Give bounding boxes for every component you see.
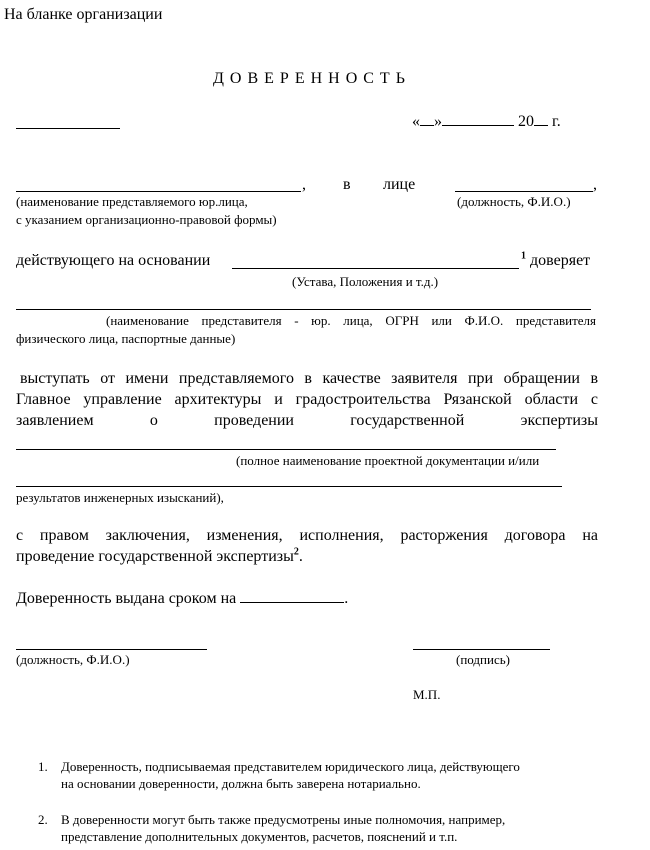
validity-row (16, 590, 348, 608)
validity-text: Доверенность выдана сроком на (16, 590, 237, 607)
trusts-text: доверяет (530, 252, 591, 269)
signatory-position-line (16, 649, 207, 650)
documentation-line-2 (16, 486, 562, 487)
date-year-suffix: г. (552, 113, 561, 130)
documentation-caption-line1: (полное наименование проектной документации и/или (236, 453, 540, 468)
caption-org-line2: с указанием организационно-правовой формы) (16, 212, 277, 227)
authority-line3: заявлением о проведении государственной экспертизы (16, 412, 598, 429)
date-year-prefix: 20 (518, 113, 534, 130)
footnote-1-line1: Доверенность, подписываемая представителем юридического лица, действующего (61, 759, 520, 774)
place-blank-line (16, 128, 120, 129)
caption-position: (должность, Ф.И.О.) (457, 194, 571, 209)
signature-caption: (подпись) (456, 652, 510, 667)
date-line (412, 113, 561, 131)
validity-term-line (240, 590, 344, 603)
footnote-mark-2: 2 (293, 546, 299, 558)
period: . (298, 548, 303, 565)
letterhead: На бланке организации (4, 6, 163, 23)
footnote-2-number: 2. (38, 812, 48, 827)
footnote-1-line2: на основании доверенности, должна быть заверена нотариально. (61, 776, 421, 791)
representative-line (16, 309, 591, 310)
rights-line1: с правом заключения, изменения, исполнения, расторжения договора на (16, 527, 598, 544)
seal-mark: М.П. (413, 687, 441, 702)
document-title: Д О В Е Р Е Н Н О С Т Ь (213, 70, 406, 87)
representative-caption-line1: (наименование представителя - юр. лица, ОГРН или Ф.И.О. представителя (106, 313, 596, 328)
acting-text: действующего на основании (16, 252, 211, 269)
signature-line (413, 649, 550, 650)
basis-line (232, 268, 519, 269)
principal-name-line (16, 191, 301, 192)
authority-line1: выступать от имени представляемого в качестве заявителя при обращении в (20, 370, 598, 387)
date-close-quote: » (434, 113, 442, 130)
comma: , (593, 176, 597, 193)
date-open-quote: « (412, 113, 420, 130)
caption-org-line1: (наименование представляемого юр.лица, (16, 194, 248, 209)
footnote-mark-1: 1 (521, 250, 526, 262)
documentation-caption-line2: результатов инженерных изысканий), (16, 490, 224, 505)
representative-caption-line2: физического лица, паспортные данные) (16, 331, 236, 346)
comma: , (302, 176, 306, 193)
footnote-2-line2: представление дополнительных документов, расчетов, пояснений и т.п. (61, 829, 458, 844)
footnote-2-line1: В доверенности могут быть также предусмотрены иные полномочия, например, (61, 812, 506, 827)
signatory-position-caption: (должность, Ф.И.О.) (16, 652, 130, 667)
basis-trusts (521, 252, 590, 270)
in-person-v: в (343, 176, 351, 193)
period: . (344, 590, 349, 607)
position-name-line (455, 191, 593, 192)
rights-line2-text: проведение государственной экспертизы (16, 548, 294, 565)
basis-caption: (Устава, Положения и т.д.) (292, 274, 439, 289)
footnote-1-number: 1. (38, 759, 48, 774)
in-person-lice: лице (383, 176, 416, 193)
authority-line2: Главное управление архитектуры и градостроительства Рязанской области с (16, 391, 598, 408)
rights-line2 (16, 548, 303, 566)
documentation-line (16, 449, 556, 450)
